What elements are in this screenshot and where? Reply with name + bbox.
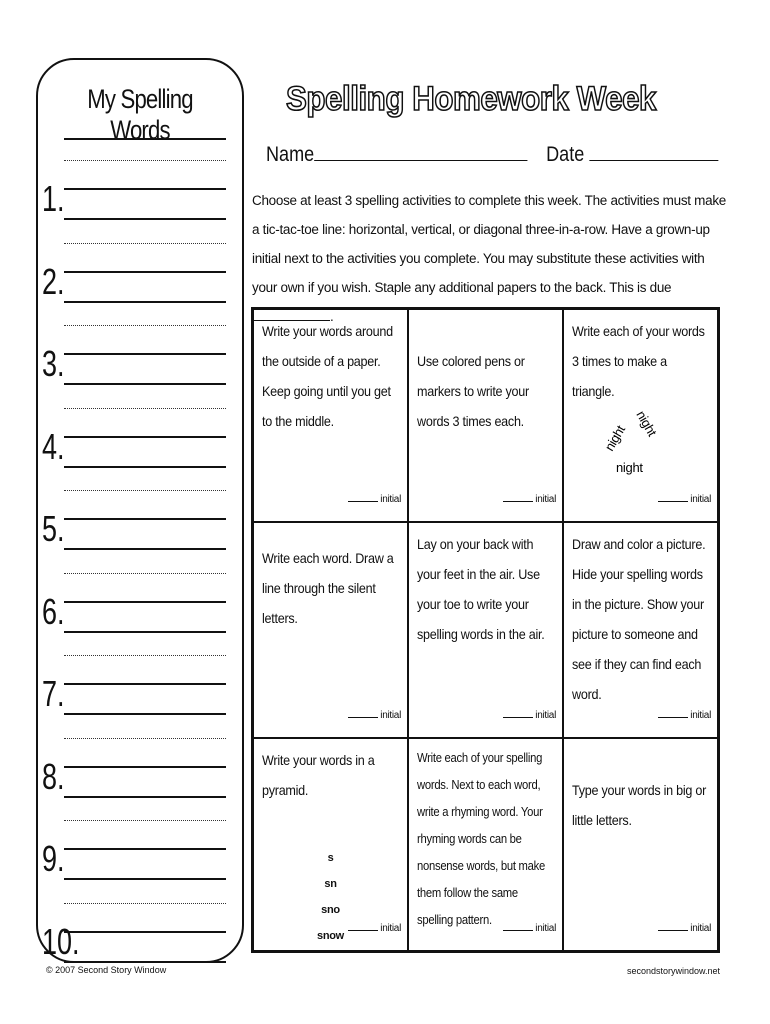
- word-number: 1.: [42, 178, 65, 219]
- triangle-word: night: [601, 422, 628, 454]
- activity-cell[interactable]: [254, 739, 409, 950]
- activity-cell[interactable]: [564, 739, 717, 950]
- dotted-guide-line: [64, 490, 226, 491]
- dotted-guide-line: [64, 820, 226, 821]
- word-write-line[interactable]: [64, 713, 226, 715]
- spelling-word-slot[interactable]: [38, 490, 242, 572]
- activity-cell[interactable]: [409, 523, 564, 739]
- activity-text: Write each of your words 3 times to make a triangle.: [572, 323, 705, 399]
- initial-field[interactable]: initial: [503, 485, 556, 515]
- initial-field[interactable]: initial: [348, 914, 401, 944]
- word-write-line[interactable]: [64, 766, 226, 768]
- word-number: 8.: [42, 755, 65, 797]
- pyramid-line: s: [327, 852, 334, 864]
- word-write-line[interactable]: [64, 383, 226, 385]
- spelling-word-slot[interactable]: [38, 738, 242, 820]
- spelling-word-slot[interactable]: [38, 243, 242, 325]
- copyright-text: © 2007 Second Story Window: [46, 965, 167, 975]
- activity-cell[interactable]: [254, 310, 409, 523]
- activity-cell[interactable]: [564, 310, 717, 523]
- date-field[interactable]: [589, 160, 718, 161]
- instructions-end: .: [330, 309, 334, 324]
- spelling-word-slot[interactable]: [38, 325, 242, 407]
- spelling-word-slot[interactable]: [38, 655, 242, 737]
- word-number: 5.: [42, 508, 65, 549]
- dotted-guide-line: [64, 325, 226, 326]
- word-write-line[interactable]: [64, 353, 226, 355]
- activity-text: Lay on your back with your feet in the air. Use your toe to write your spelling words in the air.: [417, 536, 545, 642]
- dotted-guide-line: [64, 408, 226, 409]
- dotted-guide-line: [64, 243, 226, 244]
- initial-field[interactable]: initial: [658, 701, 711, 731]
- pyramid-line: sn: [324, 878, 337, 890]
- word-write-line[interactable]: [64, 796, 226, 798]
- word-number: 6.: [42, 590, 65, 632]
- spelling-word-slot[interactable]: [38, 160, 242, 242]
- word-write-line[interactable]: [64, 961, 226, 963]
- instructions-text: Choose at least 3 spelling activities to complete this week. The activities must make a tic-tac-toe line: horizontal, vertical, or diagonal three-in-a-row. Have a grown-up initial next to the activities you complete. You may substitute these activities with your own if you wish. Staple any additional papers to the back. This is due: [252, 193, 726, 295]
- word-write-line[interactable]: [64, 436, 226, 438]
- activity-text: Write your words around the outside of a paper. Keep going until you get to the middle.: [262, 323, 393, 429]
- activity-cell[interactable]: [254, 523, 409, 739]
- initial-field[interactable]: initial: [503, 701, 556, 731]
- pyramid-line: sno: [321, 904, 340, 916]
- date-label: Date: [546, 143, 585, 166]
- initial-field[interactable]: initial: [503, 914, 556, 944]
- activity-cell[interactable]: [564, 523, 717, 739]
- dotted-guide-line: [64, 160, 226, 161]
- activity-text: Draw and color a picture. Hide your spelling words in the picture. Show your picture to someone and see if they can find each word.: [572, 536, 706, 702]
- initial-field[interactable]: initial: [348, 701, 401, 731]
- word-write-line[interactable]: [64, 518, 226, 520]
- word-write-line[interactable]: [64, 188, 226, 190]
- word-number: 2.: [42, 260, 65, 302]
- word-write-line[interactable]: [64, 683, 226, 685]
- word-write-line[interactable]: [64, 631, 226, 633]
- activity-cell[interactable]: [409, 310, 564, 523]
- page-title: Spelling Homework Week: [286, 80, 656, 118]
- initial-field[interactable]: initial: [658, 485, 711, 515]
- activity-text: Type your words in big or little letters.: [572, 782, 707, 828]
- initial-field[interactable]: initial: [348, 485, 401, 515]
- word-write-line[interactable]: [64, 548, 226, 550]
- initial-field[interactable]: initial: [658, 914, 711, 944]
- name-date-row: [266, 143, 718, 167]
- spelling-words-panel: [36, 58, 244, 963]
- activity-cell[interactable]: [409, 739, 564, 950]
- word-write-line[interactable]: [64, 271, 226, 273]
- word-write-line[interactable]: [64, 878, 226, 880]
- word-number: 7.: [42, 673, 65, 714]
- activity-grid: [251, 307, 720, 953]
- spelling-word-slot[interactable]: [38, 573, 242, 655]
- word-write-line[interactable]: [64, 218, 226, 220]
- dotted-guide-line: [64, 573, 226, 574]
- spelling-word-slot[interactable]: [38, 408, 242, 490]
- dotted-guide-line: [64, 738, 226, 739]
- word-write-line[interactable]: [64, 601, 226, 603]
- word-number: 9.: [42, 838, 65, 879]
- word-number: 4.: [42, 425, 65, 467]
- word-number: 10.: [42, 920, 80, 962]
- word-write-line[interactable]: [64, 466, 226, 468]
- name-label: Name: [266, 143, 315, 166]
- word-number: 3.: [42, 343, 65, 384]
- triangle-word-art: [601, 408, 676, 480]
- name-field[interactable]: [314, 160, 527, 161]
- spelling-word-slot[interactable]: [38, 820, 242, 902]
- triangle-word: night: [616, 460, 643, 475]
- activity-text: Write each word. Draw a line through the silent letters.: [262, 550, 394, 626]
- dotted-guide-line: [64, 903, 226, 904]
- word-write-line[interactable]: [64, 931, 226, 933]
- dotted-guide-line: [64, 655, 226, 656]
- triangle-word: night: [633, 408, 660, 439]
- activity-text: Write each of your spelling words. Next to each word, write a rhyming word. Your rhyming words can be nonsense words, but make them follow the same spelling pattern.: [417, 751, 545, 927]
- title-underline: [64, 138, 226, 140]
- website-text: secondstorywindow.net: [626, 966, 720, 976]
- word-write-line[interactable]: [64, 301, 226, 303]
- activity-text: Write your words in a pyramid.: [262, 752, 375, 798]
- pyramid-line: snow: [317, 930, 344, 942]
- activity-text: Use colored pens or markers to write your words 3 times each.: [417, 353, 529, 429]
- spelling-words-title: My Spelling Words: [87, 84, 193, 145]
- word-write-line[interactable]: [64, 848, 226, 850]
